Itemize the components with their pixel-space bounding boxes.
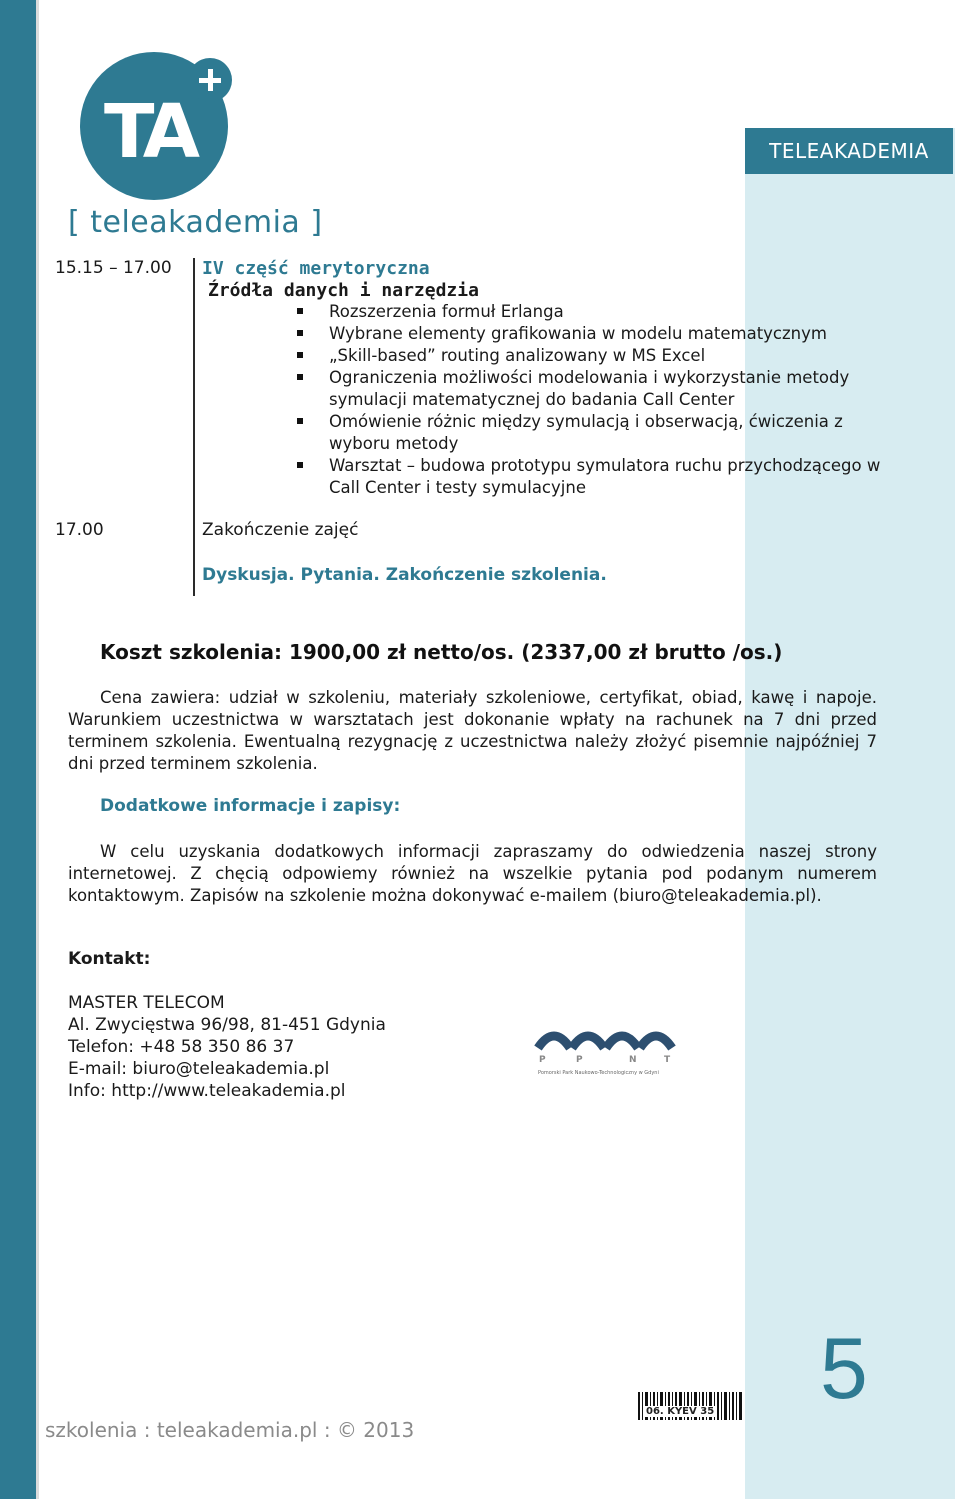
barcode-text: 06. KYEV 35 bbox=[646, 1406, 715, 1417]
ppnt-letter: P bbox=[576, 1055, 583, 1065]
ppnt-arch bbox=[572, 1036, 604, 1048]
contact-email: E-mail: biuro@teleakademia.pl bbox=[68, 1059, 330, 1079]
agenda-item: Rozszerzenia formuł Erlanga bbox=[296, 301, 896, 323]
ppnt-letter: T bbox=[664, 1055, 671, 1065]
agenda-start-time: 15.15 – 17.00 bbox=[55, 258, 172, 278]
header-tab: TELEAKADEMIA bbox=[745, 128, 953, 174]
cost-line: Koszt szkolenia: 1900,00 zł netto/os. (2337,00 zł brutto /os.) bbox=[100, 640, 783, 664]
agenda-section-title: IV część merytoryczna bbox=[202, 258, 430, 279]
agenda-section-subtitle: Źródła danych i narzędzia bbox=[208, 280, 479, 301]
contact-phone: Telefon: +48 58 350 86 37 bbox=[68, 1037, 295, 1057]
logo-letters: TA bbox=[104, 89, 195, 175]
contact-block bbox=[68, 992, 386, 1102]
footer-text: szkolenia : teleakademia.pl : © 2013 bbox=[45, 1418, 415, 1442]
contact-web: Info: http://www.teleakademia.pl bbox=[68, 1081, 346, 1101]
ppnt-arch bbox=[606, 1036, 638, 1048]
ppnt-arch bbox=[640, 1036, 672, 1048]
cost-paragraph: Cena zawiera: udział w szkoleniu, materiały szkoleniowe, certyfikat, obiad, kawę i napoje. Warunkiem uczestnictwa w warsztatach jest dokonanie wpłaty na rachunek na 7 dni przed terminem szkolenia. Ewentualną rezygnację z uczestnictwa należy złożyć pisemnie najpóźniej 7 dni przed terminem szkolenia. bbox=[68, 688, 877, 773]
agenda-item: Omówienie różnic między symulacją i obserwacją, ćwiczenia z wyboru metody bbox=[296, 411, 896, 455]
logo-plus-icon bbox=[188, 58, 232, 102]
bullet-square-icon bbox=[297, 462, 303, 468]
contact-heading: Kontakt: bbox=[68, 949, 151, 969]
agenda-item: „Skill-based” routing analizowany w MS Excel bbox=[296, 345, 896, 367]
agenda-item: Wybrane elementy grafikowania w modelu matematycznym bbox=[296, 323, 896, 345]
left-sidebar-edge bbox=[36, 0, 39, 1499]
ppnt-partner-logo bbox=[534, 1018, 679, 1080]
info-paragraph: W celu uzyskania dodatkowych informacji zapraszamy do odwiedzenia naszej strony internetowej. Z chęcią odpowiemy również na wszelkie pytania pod podanym numerem kontaktowym. Zapisów na szkolenie można dokonywać e-mailem (biuro@teleakademia.pl). bbox=[68, 842, 877, 905]
contact-company: MASTER TELECOM bbox=[68, 993, 225, 1013]
agenda-discussion: Dyskusja. Pytania. Zakończenie szkolenia. bbox=[202, 565, 607, 585]
logo-wordmark: [ teleakademia ] bbox=[68, 205, 323, 240]
agenda-items bbox=[296, 301, 896, 499]
info-heading: Dodatkowe informacje i zapisy: bbox=[100, 796, 401, 816]
ppnt-name: Pomorski Park Naukowo-Technologiczny w Gdyni bbox=[538, 1070, 659, 1076]
agenda-item: Ograniczenia możliwości modelowania i wykorzystanie metody symulacji matematycznej do badania Call Center bbox=[296, 367, 896, 411]
agenda-end-time: 17.00 bbox=[55, 520, 104, 540]
bullet-square-icon bbox=[297, 352, 303, 358]
ppnt-letter: N bbox=[629, 1055, 637, 1065]
contact-address: Al. Zwycięstwa 96/98, 81-451 Gdynia bbox=[68, 1015, 386, 1035]
bullet-square-icon bbox=[297, 374, 303, 380]
page-number: 5 bbox=[820, 1321, 868, 1417]
left-sidebar-bar bbox=[0, 0, 36, 1499]
bullet-square-icon bbox=[297, 330, 303, 336]
agenda-item: Warsztat – budowa prototypu symulatora ruchu przychodzącego w Call Center i testy symulacyjne bbox=[296, 455, 896, 499]
ppnt-letter: P bbox=[539, 1055, 546, 1065]
bullet-square-icon bbox=[297, 308, 303, 314]
agenda-divider bbox=[193, 258, 195, 596]
ppnt-arch bbox=[538, 1036, 570, 1048]
bullet-square-icon bbox=[297, 418, 303, 424]
agenda-end-label: Zakończenie zajęć bbox=[202, 520, 359, 540]
